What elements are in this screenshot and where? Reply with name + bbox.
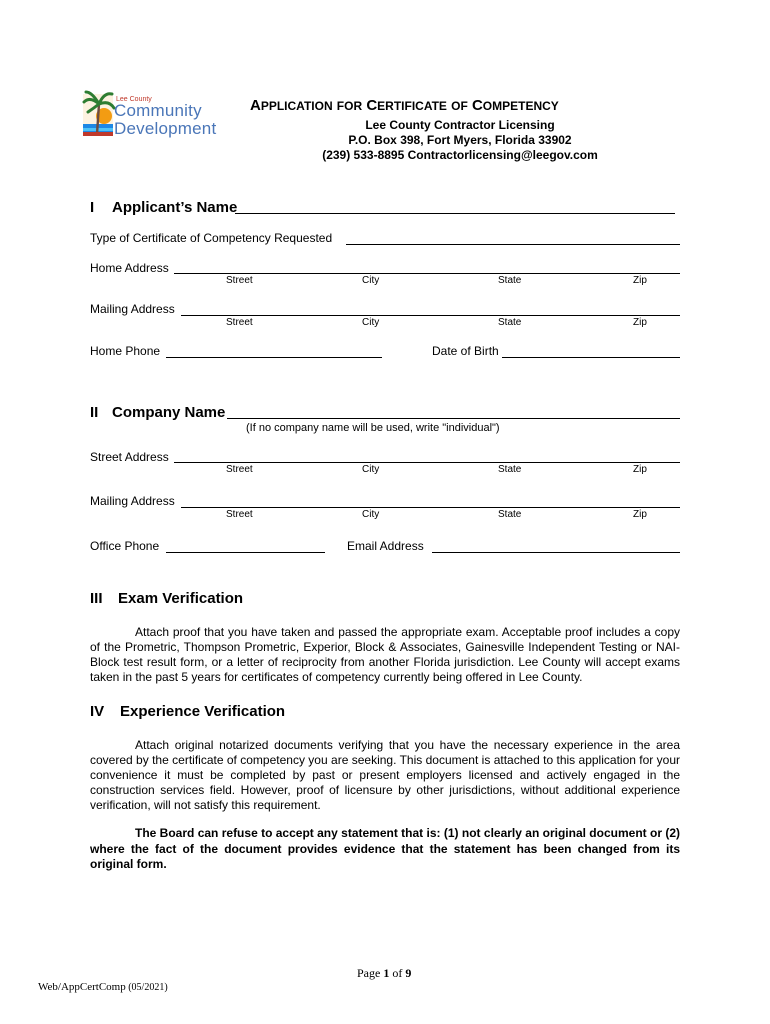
- co-mail-city-caption: City: [362, 509, 380, 520]
- mailing-address-field[interactable]: [181, 315, 680, 316]
- mail-street-caption: Street: [226, 317, 253, 328]
- mail-city-caption: City: [362, 317, 380, 328]
- logo-text-community: Community: [114, 101, 202, 120]
- logo-text-development: Development: [114, 119, 217, 138]
- form-id: Web/AppCertComp (05/2021): [38, 981, 168, 993]
- co-mail-state-caption: State: [498, 509, 522, 520]
- dob-field[interactable]: [502, 357, 680, 358]
- page-number: Page 1 of 9: [357, 966, 412, 980]
- co-mailing-address-label: Mailing Address: [90, 494, 175, 508]
- co-mail-street-caption: Street: [226, 509, 253, 520]
- office-phone-field[interactable]: [166, 552, 325, 553]
- board-refusal-note: The Board can refuse to accept any statement that is: (1) not clearly an original document or (2) where the fact of the document provides evidence that the statement has been changed from its original form.: [90, 826, 680, 871]
- home-city-caption: City: [362, 275, 380, 286]
- home-phone-label: Home Phone: [90, 344, 161, 358]
- co-mail-zip-caption: Zip: [633, 509, 647, 520]
- dob-label: Date of Birth: [432, 344, 499, 358]
- email-label: Email Address: [347, 539, 424, 553]
- header-office: Lee County Contractor Licensing: [365, 118, 555, 132]
- header-contact: (239) 533-8895 Contractorlicensing@leegov.com: [322, 148, 598, 162]
- applicant-name-field[interactable]: [235, 213, 675, 214]
- section-1-heading: I Applicant’s Name: [90, 199, 238, 216]
- home-street-caption: Street: [226, 275, 253, 286]
- office-phone-label: Office Phone: [90, 539, 160, 553]
- company-note: (If no company name will be used, write "individual"): [246, 422, 500, 434]
- street-address-label: Street Address: [90, 450, 169, 464]
- experience-verification-text: Attach original notarized documents verifying that you have the necessary experience in the area covered by the certificate of competency you are seeking. This document is attached to this application for your convenience it must be completed by past or present employers licensed and actively engaged in the construction services field. However, proof of licensure by other jurisdictions, without additional experience verification, will not satisfy this requirement.: [90, 738, 680, 812]
- palm-tree-icon: [82, 88, 116, 138]
- co-zip-caption: Zip: [633, 464, 647, 475]
- section-3-heading: III Exam Verification: [90, 590, 244, 607]
- company-street-address-field[interactable]: [174, 462, 680, 463]
- home-state-caption: State: [498, 275, 522, 286]
- co-street-caption: Street: [226, 464, 253, 475]
- home-address-field[interactable]: [174, 273, 680, 274]
- section-4-heading: IV Experience Verification: [90, 703, 286, 720]
- co-state-caption: State: [498, 464, 522, 475]
- cert-type-field[interactable]: [346, 244, 680, 245]
- logo-small-text: Lee County: [116, 96, 152, 103]
- header-address: P.O. Box 398, Fort Myers, Florida 33902: [348, 133, 572, 147]
- email-field[interactable]: [432, 552, 680, 553]
- company-name-field[interactable]: [227, 418, 680, 419]
- page-title: APPLICATION FOR CERTIFICATE OF COMPETENCY: [250, 97, 559, 114]
- home-zip-caption: Zip: [633, 275, 647, 286]
- company-mailing-address-field[interactable]: [181, 507, 680, 508]
- home-phone-field[interactable]: [166, 357, 382, 358]
- section-2-heading: II Company Name: [90, 404, 226, 421]
- cert-type-label: Type of Certificate of Competency Requested: [90, 231, 333, 245]
- co-city-caption: City: [362, 464, 380, 475]
- mailing-address-label: Mailing Address: [90, 302, 175, 316]
- mail-zip-caption: Zip: [633, 317, 647, 328]
- exam-verification-text: Attach proof that you have taken and passed the appropriate exam. Acceptable proof includes a copy of the Prometric, Thompson Prometric, Experior, Block & Associates, Gainesville Independent Testing or NAI-Block test result form, or a letter of reciprocity from another Florida jurisdiction. Lee County will accept exams taken in the past 5 years for certificates of competency currently being offered in Lee County.: [90, 625, 680, 684]
- mail-state-caption: State: [498, 317, 522, 328]
- home-address-label: Home Address: [90, 261, 169, 275]
